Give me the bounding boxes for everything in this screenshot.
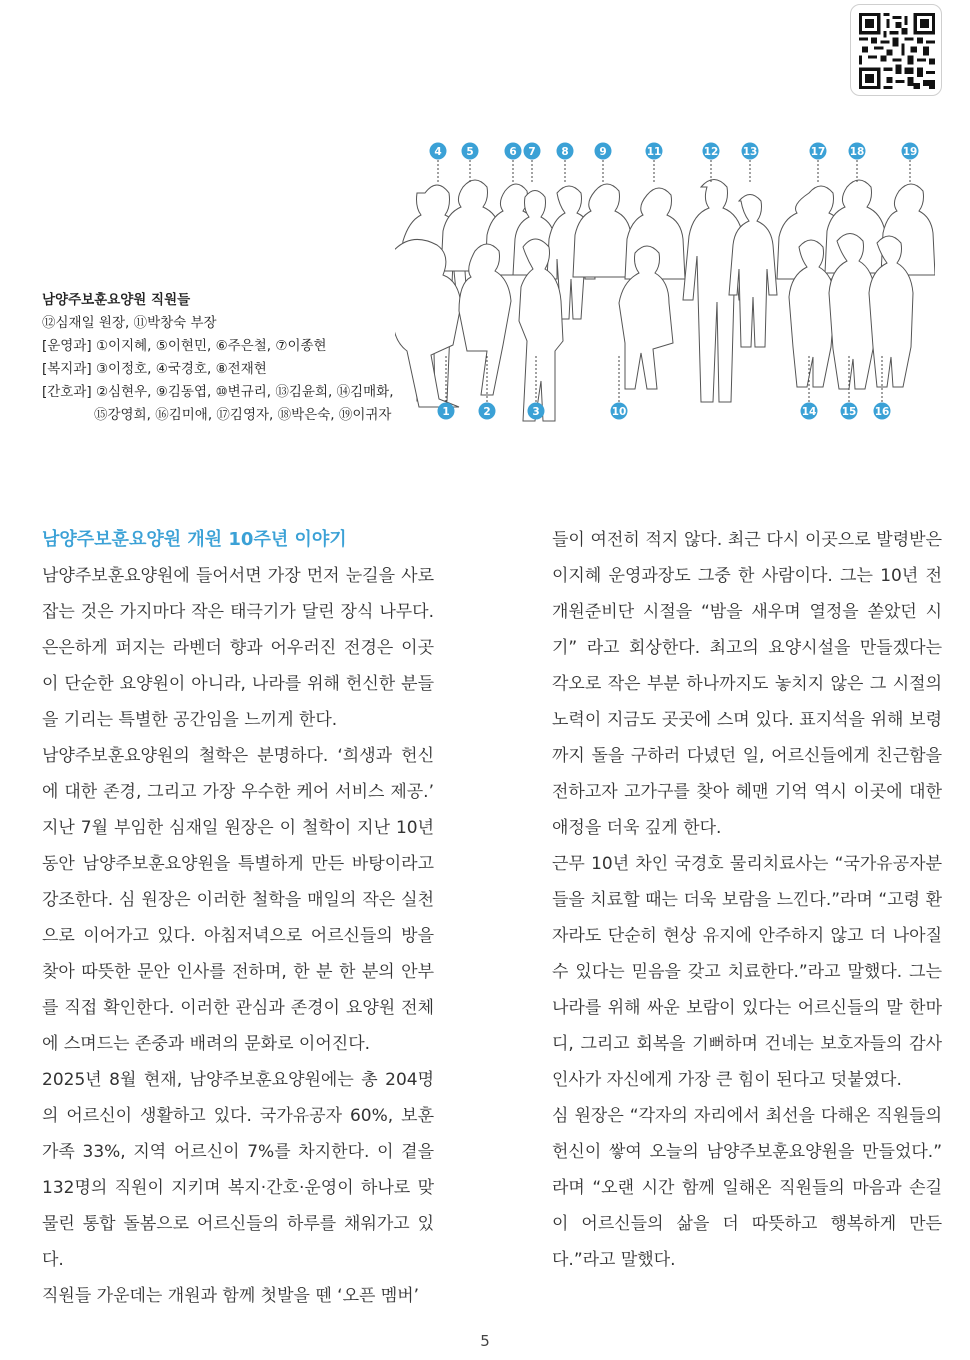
number-marker-label: 9 xyxy=(599,146,607,158)
number-marker-label: 18 xyxy=(849,146,865,158)
number-marker-label: 15 xyxy=(841,406,857,418)
number-marker-label: 5 xyxy=(466,146,474,158)
silhouette-person-9 xyxy=(573,184,633,277)
number-marker-label: 10 xyxy=(611,406,627,418)
number-marker-label: 3 xyxy=(532,406,540,418)
silhouette-illustration xyxy=(395,135,935,430)
number-marker-label: 1 xyxy=(442,406,450,418)
number-marker-label: 12 xyxy=(703,146,719,158)
qr-code-icon xyxy=(859,13,935,89)
photo-caption xyxy=(42,289,394,427)
article-paragraph: 남양주보훈요양원의 철학은 분명하다. ‘희생과 헌신에 대한 존경, 그리고 가장 우수한 케어 서비스 제공.’ 지난 7월 부임한 심재일 원장은 이 철학이 지난 10년 동안 남양주보훈요양원을 특별하게 만든 바탕이라고 강조한다. 심 원장은 이러한 철학을 매일의 작은 실천으로 이어가고 있다. 아침저녁으로 어르신들의 방을 찾아 따뜻한 문안 인사를 전하며, 한 분 한 분의 안부를 직접 확인한다. 이러한 관심과 존경이 요양원 전체에 스며드는 존중과 배려의 문화로 이어진다. xyxy=(42,746,434,1054)
number-marker-label: 11 xyxy=(646,146,662,158)
number-marker-label: 14 xyxy=(801,406,817,418)
article-paragraph: 들이 여전히 적지 않다. 최근 다시 이곳으로 발령받은 이지혜 운영과장도 그중 한 사람이다. 그는 10년 전 개원준비단 시절을 “밤을 새우며 열정을 쏟았던 시기” 라고 회상한다. 최고의 요양시설을 만들겠다는 각오로 작은 부분 하나까지도 놓치지 않은 그 시절의 노력이 지금도 곳곳에 스며 있다. 표지석을 위해 보령까지 돌을 구하러 다녔던 일, 어르신들에게 친근함을 전하고자 고가구를 찾아 헤맨 기억 역시 이곳에 대한 애정을 더욱 깊게 한다. xyxy=(552,530,942,838)
caption-line: [운영과] ①이지혜, ⑤이현민, ⑥주은철, ⑦이종현 xyxy=(42,338,327,354)
number-marker-label: 7 xyxy=(528,146,536,158)
number-marker-label: 8 xyxy=(561,146,569,158)
number-marker-label: 2 xyxy=(483,406,491,418)
article-paragraph: 2025년 8월 현재, 남양주보훈요양원에는 총 204명의 어르신이 생활하고 있다. 국가유공자 60%, 보훈가족 33%, 지역 어르신이 7%를 차지한다. 이 곁을 132명의 직원이 지키며 복지·간호·운영이 하나로 맞물린 통합 돌봄으로 어르신들의 하루를 채워가고 있다. xyxy=(42,1070,434,1270)
caption-title: 남양주보훈요양원 직원들 xyxy=(42,292,191,308)
caption-line: [복지과] ③이정호, ④국경호, ⑧전재현 xyxy=(42,361,267,377)
number-marker-label: 4 xyxy=(434,146,442,158)
number-marker-label: 16 xyxy=(874,406,890,418)
silhouette-person-13 xyxy=(729,195,777,348)
staff-silhouette-figure xyxy=(395,135,935,430)
caption-line: [간호과] ②심현우, ⑨김동엽, ⑩변규리, ⑬김윤희, ⑭김매화, xyxy=(42,384,394,400)
silhouette-outlines xyxy=(395,180,935,422)
article-heading: 남양주보훈요양원 개원 10주년 이야기 xyxy=(42,529,347,550)
caption-line: ⑫심재일 원장, ⑪박창숙 부장 xyxy=(42,315,217,331)
qr-code[interactable] xyxy=(850,4,942,96)
number-marker-label: 19 xyxy=(902,146,918,158)
page-number: 5 xyxy=(480,1332,490,1350)
caption-line: ⑮강영희, ⑯김미애, ⑰김영자, ⑱박은숙, ⑲이귀자 xyxy=(94,407,392,423)
article-paragraph: 직원들 가운데는 개원과 함께 첫발을 뗀 ‘오픈 멤버’ xyxy=(42,1286,420,1306)
number-marker-label: 13 xyxy=(742,146,758,158)
article-left-column xyxy=(42,522,434,1314)
number-marker-label: 17 xyxy=(810,146,826,158)
article-paragraph: 남양주보훈요양원에 들어서면 가장 먼저 눈길을 사로잡는 것은 가지마다 작은 태극기가 달린 장식 나무다. 은은하게 퍼지는 라벤더 향과 어우러진 전경은 이곳이 단순한 요양원이 아니라, 나라를 위해 헌신한 분들을 기리는 특별한 공간임을 느끼게 한다. xyxy=(42,566,434,730)
article-right-column xyxy=(552,522,942,1278)
article-paragraph: 심 원장은 “각자의 자리에서 최선을 다해온 직원들의 헌신이 쌓여 오늘의 남양주보훈요양원을 만들었다.” 라며 “오랜 시간 함께 일해온 직원들의 마음과 손길이 어르신들의 삶을 더 따뜻하고 행복하게 만든다.”라고 말했다. xyxy=(552,1106,942,1270)
number-marker-label: 6 xyxy=(509,146,517,158)
article-paragraph: 근무 10년 차인 국경호 물리치료사는 “국가유공자분들을 치료할 때는 더욱 보람을 느낀다.”라며 “고령 환자라도 단순히 현상 유지에 안주하지 않고 더 나아질 수 있다는 믿음을 갖고 치료한다.”라고 말했다. 그는 나라를 위해 싸운 보람이 있다는 어르신들의 말 한마디, 그리고 회복을 기뻐하며 건네는 보호자들의 감사 인사가 자신에게 가장 큰 힘이 된다고 덧붙였다. xyxy=(552,854,942,1090)
